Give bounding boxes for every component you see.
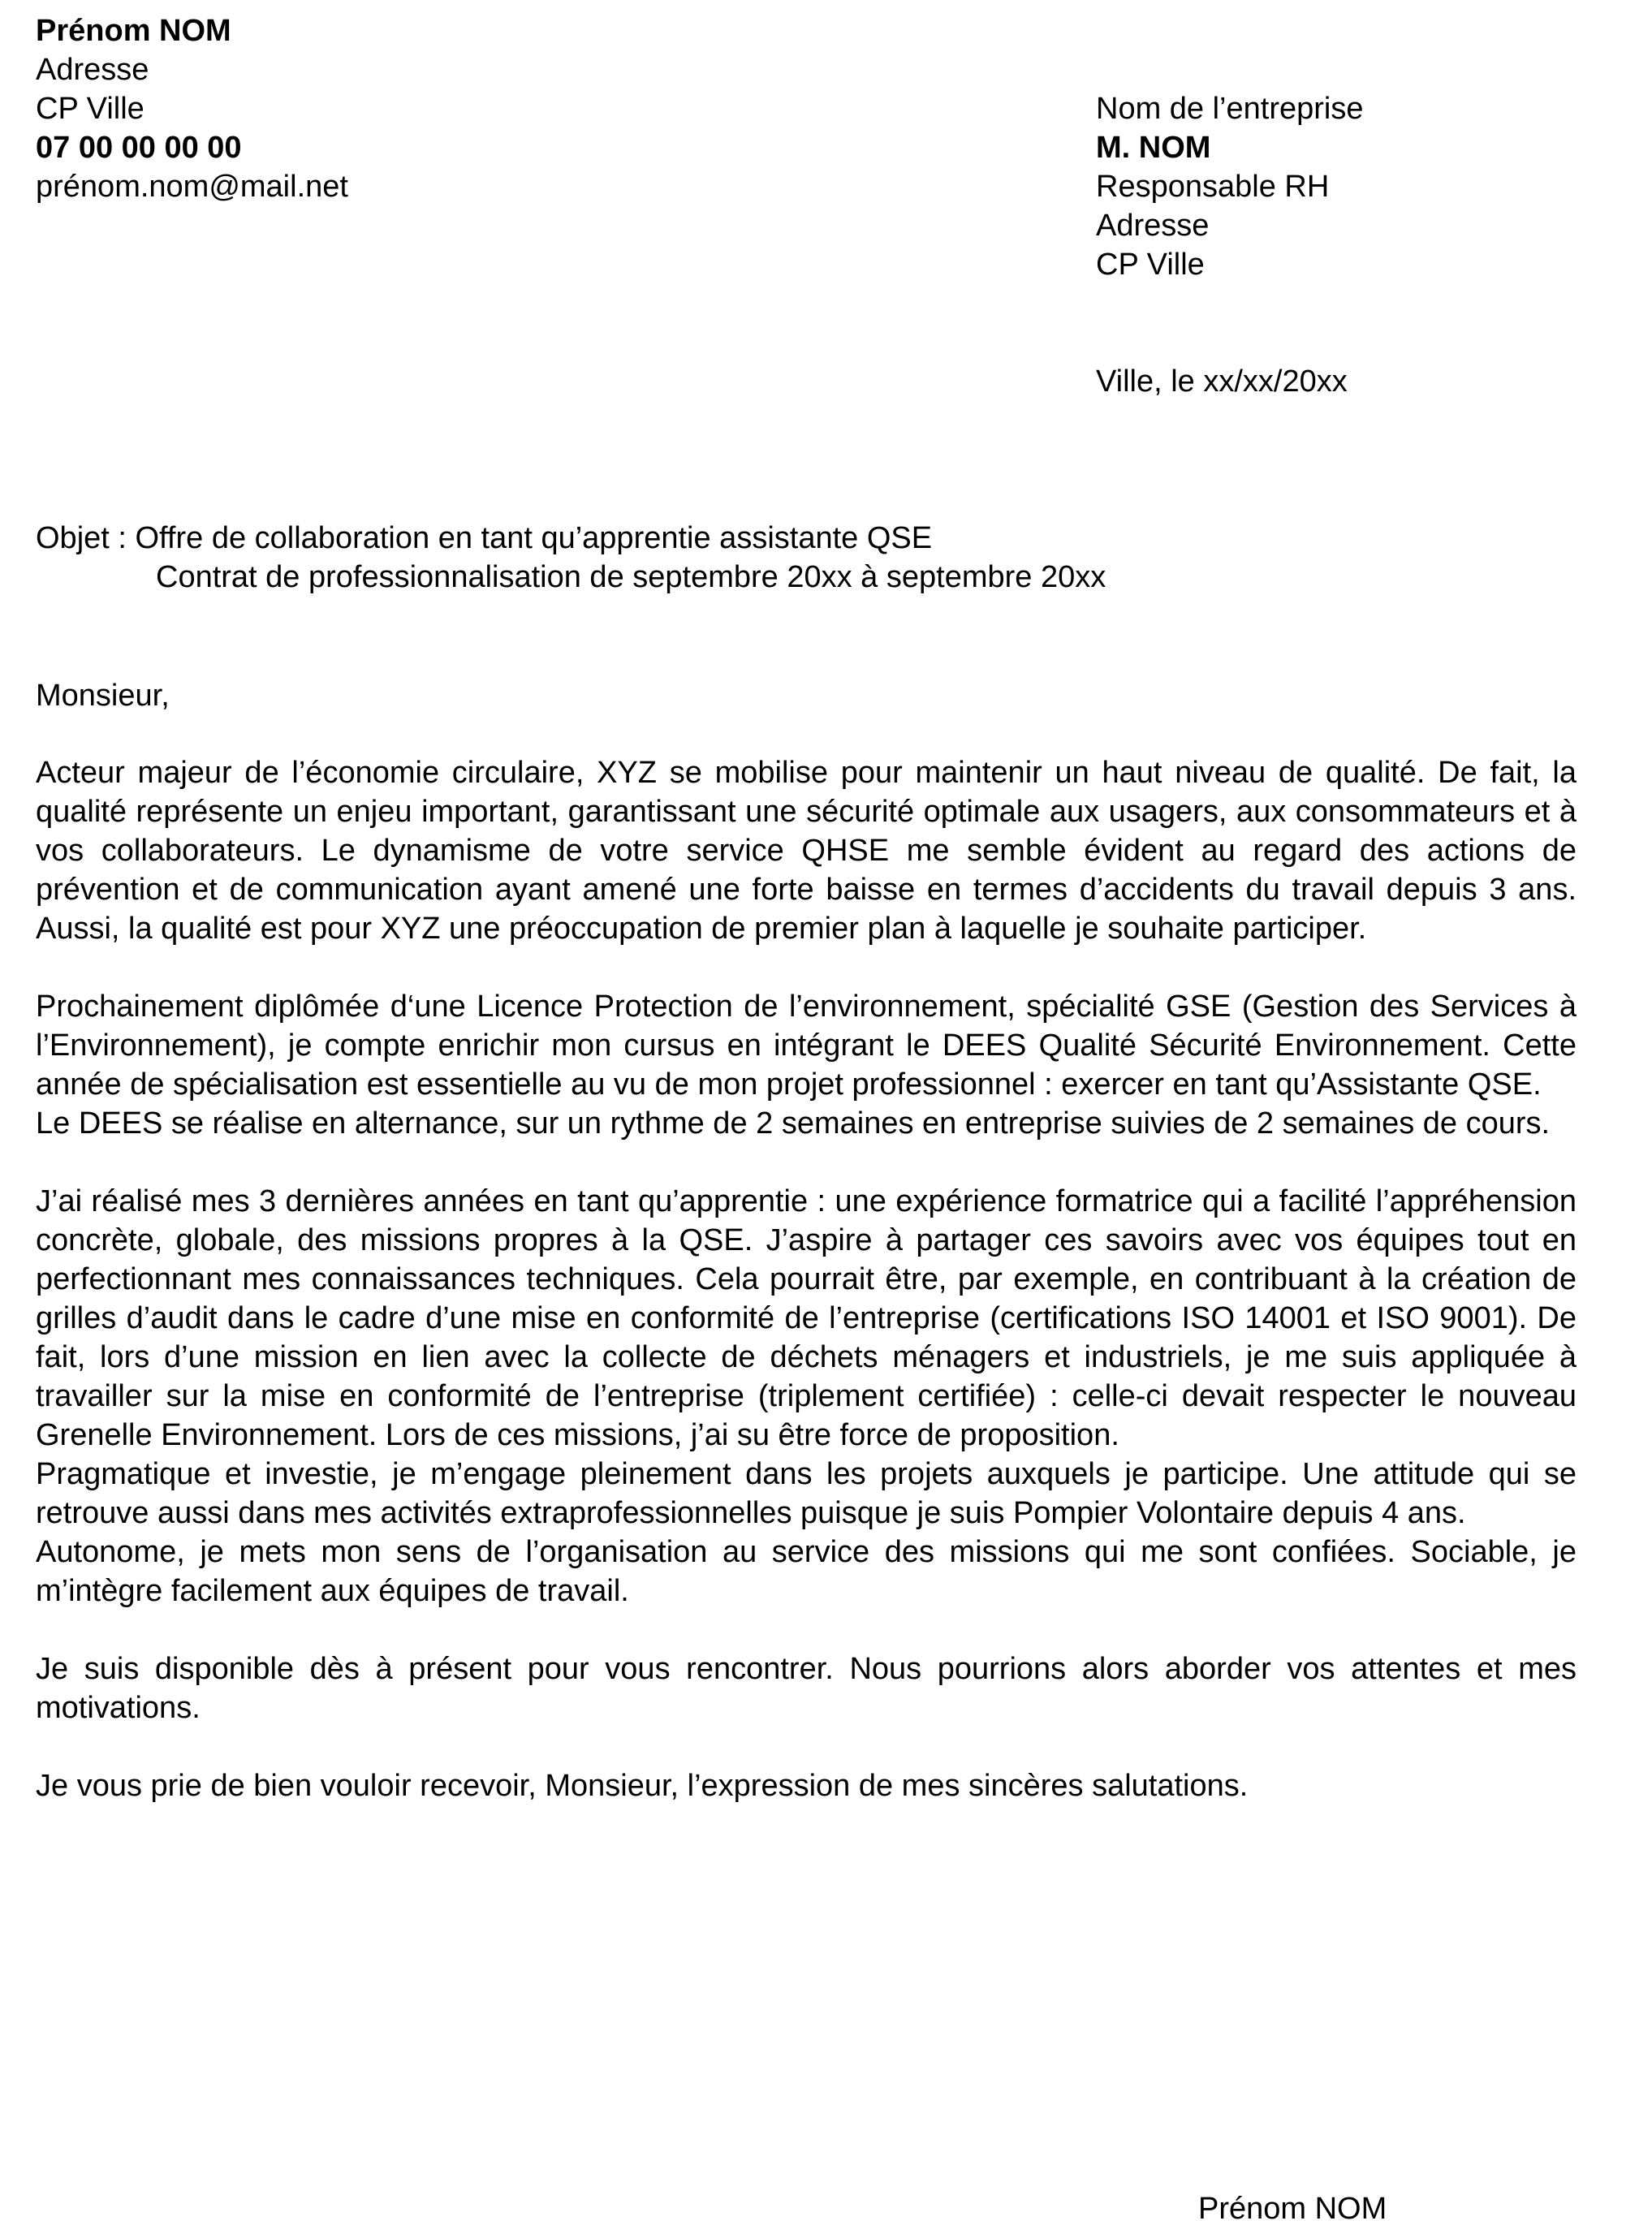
paragraph-qualities: Pragmatique et investie, je m’engage pleinement dans les projets auxquels je participe. Une attitude qui se retrouve aussi dans mes activités extraprofessionnelles puisque je suis Pompier Volontaire depuis 4 ans. xyxy=(36,1457,1577,1530)
sender-city: CP Ville xyxy=(36,92,144,126)
subject-line: Objet : Offre de collaboration en tant qu’apprentie assistante QSE xyxy=(36,521,933,555)
sender-email: prénom.nom@mail.net xyxy=(36,170,348,204)
sender-name: Prénom NOM xyxy=(36,14,231,48)
recipient-city: CP Ville xyxy=(1096,248,1205,282)
recipient-role: Responsable RH xyxy=(1096,170,1330,204)
paragraph-studies: Prochainement diplômée d‘une Licence Protection de l’environnement, spécialité GSE (Gestion des Services à l’Environnement), je compte enrichir mon cursus en intégrant le DEES Qualité Sécurité Environnement. Cette année de spécialisation est essentielle au vu de mon projet professionnel : exercer en tant qu’Assistante QSE. xyxy=(36,990,1577,1102)
paragraph-experience: J’ai réalisé mes 3 dernières années en tant qu’apprentie : une expérience formatrice qui a facilité l’appréhension concrète, globale, des missions propres à la QSE. J’aspire à partager ces savoirs avec vos équipes tout en perfectionnant mes connaissances techniques. Cela pourrait être, par exemple, en contribuant à la création de grilles d’audit dans le cadre d’une mise en conformité de l’entreprise (certifications ISO 14001 et ISO 9001). De fait, lors d’une mission en lien avec la collecte de déchets ménagers et industriels, je me suis appliquée à travailler sur la mise en conformité de l’entreprise (triplement certifiée) : celle-ci devait respecter le nouveau Grenelle Environnement. Lors de ces missions, j’ai su être force de proposition. xyxy=(36,1184,1577,1452)
recipient-company: Nom de l’entreprise xyxy=(1096,92,1364,126)
recipient-name: M. NOM xyxy=(1096,131,1211,165)
subject-block xyxy=(36,519,1578,597)
recipient-address: Adresse xyxy=(1096,209,1210,243)
letter-body xyxy=(36,753,1577,1805)
sender-block xyxy=(36,11,766,206)
subject-contract-line: Contrat de professionnalisation de septembre 20xx à septembre 20xx xyxy=(156,560,1106,594)
paragraph-rhythm: Le DEES se réalise en alternance, sur un rythme de 2 semaines en entreprise suivies de 2 semaines de cours. xyxy=(36,1106,1551,1141)
sender-address: Adresse xyxy=(36,53,149,87)
recipient-block xyxy=(1096,89,1615,284)
paragraph-intro: Acteur majeur de l’économie circulaire, XYZ se mobilise pour maintenir un haut niveau de qualité. De fait, la qualité représente un enjeu important, garantissant une sécurité optimale aux usagers, aux consommateurs et à vos collaborateurs. Le dynamisme de votre service QHSE me semble évident au regard des actions de prévention et de communication ayant amené une forte baisse en termes d’accidents du travail depuis 3 ans. Aussi, la qualité est pour XYZ une préoccupation de premier plan à laquelle je souhaite participer. xyxy=(36,756,1577,946)
salutation: Monsieur, xyxy=(36,679,170,713)
letter-date: Ville, le xx/xx/20xx xyxy=(1096,364,1348,399)
paragraph-closing: Je vous prie de bien vouloir recevoir, Monsieur, l’expression de mes sincères salutations. xyxy=(36,1769,1249,1803)
paragraph-availability: Je suis disponible dès à présent pour vous rencontrer. Nous pourrions alors aborder vos attentes et mes motivations. xyxy=(36,1652,1577,1725)
paragraph-autonomy: Autonome, je mets mon sens de l’organisation au service des missions qui me sont confiées. Sociable, je m’intègre facilement aux équipes de travail. xyxy=(36,1535,1577,1608)
signature: Prénom NOM xyxy=(1198,2192,1387,2226)
sender-phone: 07 00 00 00 00 xyxy=(36,131,242,165)
